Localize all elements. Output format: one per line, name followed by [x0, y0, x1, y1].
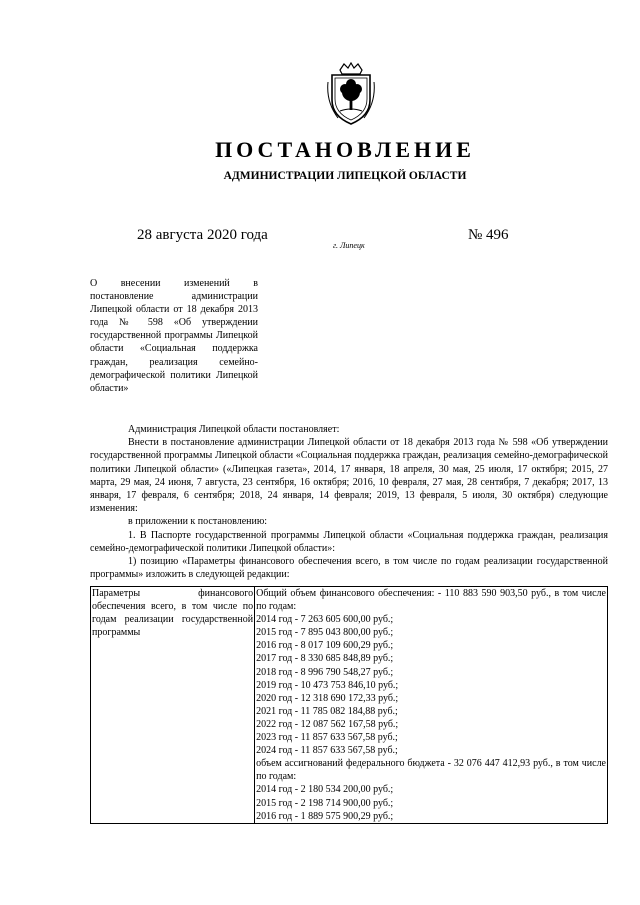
table-row	[91, 587, 608, 824]
document-issuer: АДМИНИСТРАЦИИ ЛИПЕЦКОЙ ОБЛАСТИ	[223, 170, 467, 182]
federal-year-line: 2014 год - 2 180 534 200,00 руб.;	[256, 784, 394, 796]
year-line: 2016 год - 8 017 109 600,29 руб.;	[256, 640, 394, 652]
document-number: № 496	[468, 227, 509, 243]
year-line: 2020 год - 12 318 690 172,33 руб.;	[256, 692, 399, 704]
total-financing-line: Общий объем финансового обеспечения: - 110 883 590 903,50 руб., в том числе по годам:	[256, 588, 606, 613]
body-paragraph: Внести в постановление администрации Липецкой области от 18 декабря 2013 года № 598 «Об утверждении государственной программы Липецкой области «Социальная поддержка граждан, реализация семейно-демографической политики Липецкой области» («Липецкая газета», 2014, 17 января, 18 апреля, 30 мая, 25 июля, 17 октября; 2015, 27 марта, 29 мая, 24 июня, 7 августа, 23 сентября, 16 октября; 2016, 10 февраля, 27 мая, 28 сентября, 7 декабря; 2017, 13 января, 17 февраля, 6 сентября; 2018, 24 января, 14 февраля; 2019, 13 февраля, 5 июля, 30 октября) следующие изменения:	[90, 437, 608, 515]
year-line: 2018 год - 8 996 790 548,27 руб.;	[256, 666, 394, 678]
coat-of-arms-emblem	[326, 62, 376, 126]
year-line: 2024 год - 11 857 633 567,58 руб.;	[256, 745, 398, 757]
year-line: 2014 год - 7 263 605 600,00 руб.;	[256, 614, 394, 626]
year-line: 2021 год - 11 785 082 184,88 руб.;	[256, 705, 398, 717]
year-line: 2019 год - 10 473 753 846,10 руб.;	[256, 679, 399, 691]
document-subject: О внесении изменений в постановление администрации Липецкой области от 18 декабря 2013 года № 598 «Об утверждении государственной программы Липецкой области «Социальная поддержка граждан, реализация семейно-демографической политики Липецкой области»	[90, 278, 258, 394]
federal-year-line: 2015 год - 2 198 714 900,00 руб.;	[256, 797, 394, 809]
document-date: 28 августа 2020 года	[137, 227, 268, 243]
year-line: 2023 год - 11 857 633 567,58 руб.;	[256, 732, 398, 744]
document-city: г. Липецк	[333, 241, 365, 250]
financing-parameters-table	[90, 586, 608, 824]
parameter-name-cell: Параметры финансового обеспечения всего, в том числе по годам реализации государственной программы	[91, 587, 255, 824]
body-paragraph: 1) позицию «Параметры финансового обеспечения всего, в том числе по годам реализации государственной программы» изложить в следующей редакции:	[90, 556, 608, 581]
parameter-value-cell	[255, 587, 608, 824]
year-line: 2022 год - 12 087 562 167,58 руб.;	[256, 718, 399, 730]
body-paragraph: 1. В Паспорте государственной программы Липецкой области «Социальная поддержка граждан, реализация семейно-демографической политики Липецкой области»:	[90, 529, 608, 554]
federal-budget-line: объем ассигнований федерального бюджета - 32 076 447 412,93 руб., в том числе по годам:	[256, 758, 606, 783]
federal-year-line: 2016 год - 1 889 575 900,29 руб.;	[256, 810, 394, 822]
year-line: 2015 год - 7 895 043 800,00 руб.;	[256, 627, 394, 639]
document-title: ПОСТАНОВЛЕНИЕ	[215, 137, 475, 162]
body-paragraph: Администрация Липецкой области постановляет:	[128, 424, 340, 435]
body-paragraph: в приложении к постановлению:	[128, 516, 268, 528]
year-line: 2017 год - 8 330 685 848,89 руб.;	[256, 653, 394, 665]
document-body	[90, 423, 608, 581]
